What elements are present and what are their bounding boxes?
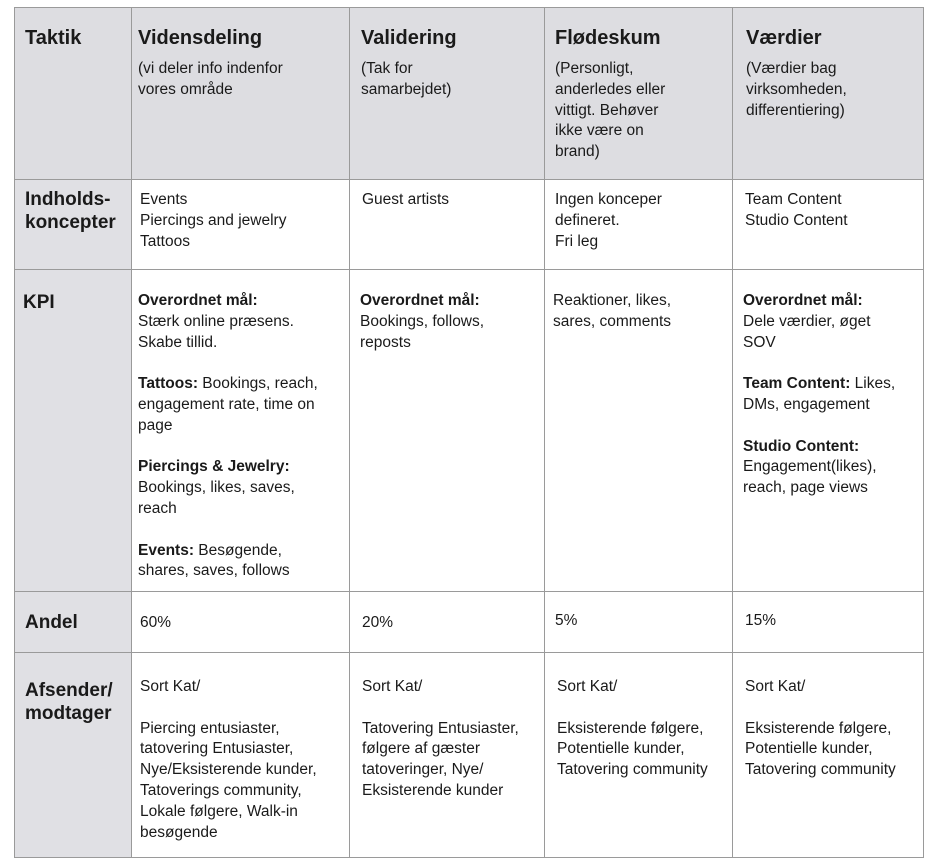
- header-flodeskum: [555, 26, 735, 163]
- kpi-cell-validering: [360, 291, 547, 353]
- kpi-text: Stærk online præsens. Skabe tillid.: [138, 312, 294, 351]
- kpi-text: Besøgende, shares, saves, follows: [138, 541, 290, 580]
- header-subtitle: (Tak for samarbejdet): [361, 60, 452, 98]
- kpi-paragraph: [138, 457, 350, 519]
- kpi-bold-lead: Team Content:: [743, 375, 851, 393]
- kpi-paragraph: [743, 374, 921, 416]
- kpi-text: Bookings, follows, reposts: [360, 312, 485, 351]
- kpi-bold-lead: Overordnet mål:: [138, 292, 258, 309]
- grid-line-col2: [349, 7, 350, 858]
- kpi-paragraph: [743, 291, 921, 353]
- afsender-cell-vidensdeling: Sort Kat/ Piercing entusiaster, tatovering Entusiaster, Nye/Eksisterende kunder, Tatoverings community, Lokale følgere, Walk-in besøgende: [140, 678, 317, 841]
- andel-cell-vidensdeling: 60%: [140, 614, 172, 631]
- grid-line-right: [923, 7, 924, 858]
- kpi-bold-lead: Studio Content:: [743, 437, 860, 455]
- header-title: Validering: [361, 27, 457, 49]
- kpi-paragraph: [743, 437, 921, 499]
- kpi-cell-flodeskum: [553, 291, 735, 333]
- kpi-bold-lead: Overordnet mål:: [743, 292, 863, 309]
- grid-line-top: [14, 7, 924, 8]
- header-subtitle: (Personligt, anderledes eller vittigt. Behøver ikke være on brand): [555, 60, 666, 161]
- kpi-text: Bookings, likes, saves, reach: [138, 479, 295, 517]
- kpi-paragraph: [138, 541, 350, 583]
- header-taktik: Taktik: [25, 27, 82, 49]
- grid-line-row1-bottom: [14, 269, 924, 270]
- kpi-bold-lead: Overordnet mål:: [360, 292, 480, 309]
- indhold-cell-validering: Guest artists: [362, 191, 449, 208]
- header-title: Værdier: [746, 27, 822, 49]
- header-title: Flødeskum: [555, 27, 661, 49]
- grid-line-col4: [732, 7, 733, 858]
- indhold-cell-flodeskum: Ingen konceper defineret. Fri leg: [555, 191, 662, 250]
- kpi-text: Engagement(likes), reach, page views: [743, 458, 877, 497]
- kpi-text: Reaktioner, likes, sares, comments: [553, 292, 672, 330]
- grid-line-row2-bottom: [14, 591, 924, 592]
- header-vaerdier: [746, 26, 921, 121]
- grid-line-bottom: [14, 857, 924, 858]
- grid-line-header-bottom: [14, 179, 924, 180]
- kpi-paragraph: [553, 291, 735, 333]
- row-label-afsender-modtager: Afsender/ modtager: [25, 680, 113, 724]
- kpi-text: Dele værdier, øget SOV: [743, 312, 871, 351]
- grid-line-row3-bottom: [14, 652, 924, 653]
- strategy-table: [14, 7, 924, 858]
- afsender-cell-flodeskum: Sort Kat/ Eksisterende følgere, Potentielle kunder, Tatovering community: [557, 678, 708, 779]
- row-label-andel: Andel: [25, 612, 78, 633]
- grid-line-col3: [544, 7, 545, 858]
- grid-line-col1: [131, 7, 132, 858]
- afsender-cell-vaerdier: Sort Kat/ Eksisterende følgere, Potentielle kunder, Tatovering community: [745, 678, 896, 779]
- header-subtitle: (vi deler info indenfor vores område: [138, 60, 283, 98]
- header-subtitle: (Værdier bag virksomheden, differentiering): [746, 60, 847, 119]
- kpi-cell-vaerdier: [743, 291, 921, 499]
- andel-cell-validering: 20%: [362, 614, 394, 631]
- header-title: Vidensdeling: [138, 27, 263, 49]
- andel-cell-flodeskum: 5%: [555, 612, 578, 629]
- row-label-indholdskoncepter: Indholds- koncepter: [25, 189, 116, 233]
- kpi-paragraph: [360, 291, 547, 353]
- kpi-cell-vidensdeling: [138, 291, 350, 582]
- kpi-text: Bookings, reach, engagement rate, time on page: [138, 375, 318, 434]
- label-column-bg: [14, 180, 131, 858]
- kpi-bold-lead: Tattoos:: [138, 375, 198, 393]
- andel-cell-vaerdier: 15%: [745, 612, 777, 629]
- grid-line-left: [14, 7, 15, 858]
- kpi-paragraph: [138, 374, 350, 436]
- row-label-kpi: KPI: [23, 292, 55, 313]
- header-validering: [361, 26, 546, 101]
- header-vidensdeling: [138, 26, 348, 101]
- indhold-cell-vidensdeling: Events Piercings and jewelry Tattoos: [140, 191, 287, 250]
- kpi-bold-lead: Events:: [138, 541, 194, 559]
- kpi-paragraph: [138, 291, 350, 353]
- kpi-bold-lead: Piercings & Jewelry:: [138, 458, 290, 476]
- indhold-cell-vaerdier: Team Content Studio Content: [745, 191, 848, 229]
- kpi-text: Likes, DMs, engagement: [743, 375, 896, 413]
- afsender-cell-validering: Sort Kat/ Tatovering Entusiaster, følgere af gæster tatoveringer, Nye/ Eksisterende kunder: [362, 678, 519, 799]
